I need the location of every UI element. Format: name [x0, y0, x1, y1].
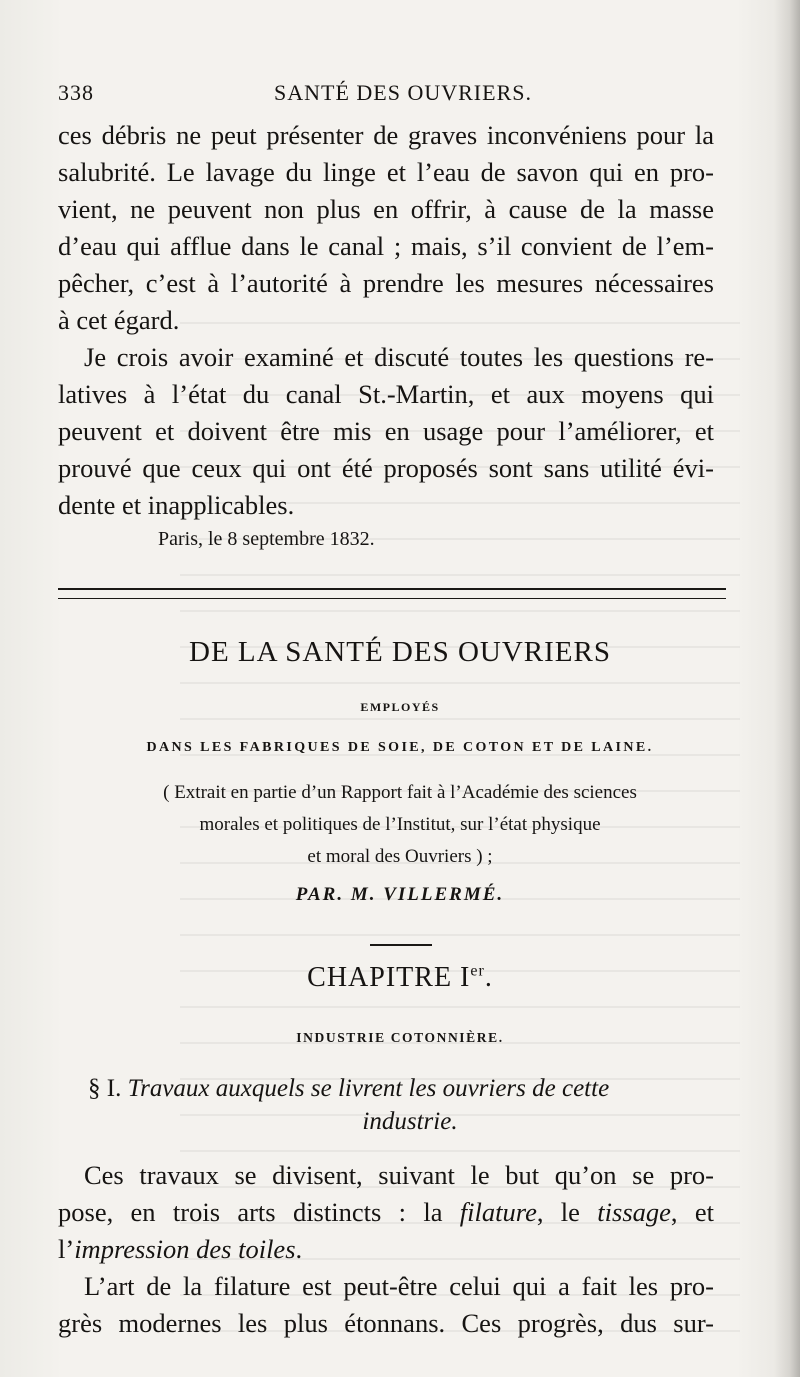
extract-line: morales et politiques de l’Institut, sur l’état physique	[199, 814, 601, 835]
text-run: .	[295, 1234, 303, 1264]
section-heading	[88, 1072, 714, 1106]
double-rule-separator	[58, 588, 726, 599]
text-line	[58, 1232, 714, 1266]
text-run: l’	[58, 1234, 75, 1264]
page-number: 338	[58, 80, 94, 105]
text-line: latives à l’état du canal St.-Martin, et aux moyens qui	[58, 379, 714, 409]
text-run: , et	[670, 1197, 714, 1227]
section-title-line1: Travaux auxquels se livrent les ouvriers de cette	[127, 1075, 610, 1102]
text-run: pose, en trois arts distincts : la	[58, 1197, 460, 1227]
extract-line: et moral des Ouvriers ) ;	[307, 846, 493, 867]
text-line: vient, ne peuvent non plus en offrir, à cause de la masse	[58, 194, 714, 224]
running-title: SANTÉ DES OUVRIERS.	[274, 80, 532, 105]
chapter-subtitle: INDUSTRIE COTONNIÈRE.	[296, 1030, 504, 1045]
article-subtitle-employes: EMPLOYÉS	[360, 700, 440, 714]
text-line: L’art de la filature est peut-être celui qui a fait les pro-	[84, 1271, 714, 1301]
text-line: grès modernes les plus étonnans. Ces progrès, dus sur-	[58, 1308, 714, 1338]
section-title-line2: industrie.	[362, 1108, 458, 1135]
section-symbol: § I.	[88, 1075, 122, 1102]
short-rule	[370, 944, 432, 946]
italic-term-tissage: tissage	[597, 1197, 671, 1227]
text-line: salubrité. Le lavage du linge et l’eau de savon qui en pro-	[58, 157, 714, 187]
italic-term-impression: impression des toiles	[74, 1234, 296, 1264]
article-title: DE LA SANTÉ DES OUVRIERS	[189, 636, 611, 668]
text-line: pêcher, c’est à l’autorité à prendre les mesures nécessaires	[58, 268, 714, 298]
text-line: dente et inapplicables.	[58, 490, 295, 520]
text-line: à cet égard.	[58, 305, 180, 335]
running-header	[58, 80, 718, 110]
article-author: PAR. M. VILLERMÉ.	[295, 884, 505, 905]
chapter-title-text: CHAPITRE I	[307, 962, 471, 993]
extract-line: ( Extrait en partie d’un Rapport fait à l’Académie des sciences	[163, 782, 637, 803]
chapter-title-end: .	[484, 962, 493, 993]
text-line: ces débris ne peut présenter de graves inconvéniens pour la	[58, 120, 714, 150]
dateline: Paris, le 8 septembre 1832.	[158, 528, 375, 550]
text-run: Ces travaux se divisent, suivant le but qu’on se pro-	[84, 1160, 714, 1190]
text-line: d’eau qui afflue dans le canal ; mais, s’il convient de l’em-	[58, 231, 714, 261]
text-line: peuvent et doivent être mis en usage pour l’améliorer, et	[58, 416, 714, 446]
page-edge-shadow	[774, 0, 800, 1377]
text-line: prouvé que ceux qui ont été proposés sont sans utilité évi-	[58, 453, 714, 483]
article-subtitle-fabriques: DANS LES FABRIQUES DE SOIE, DE COTON ET DE LAINE.	[146, 740, 654, 755]
italic-term-filature: filature	[459, 1197, 537, 1227]
chapter-title	[0, 962, 800, 994]
text-line	[58, 1195, 714, 1229]
text-line: Je crois avoir examiné et discuté toutes les questions re-	[84, 342, 714, 372]
text-run: , le	[536, 1197, 598, 1227]
chapter-title-sup: er	[470, 962, 485, 980]
text-line	[58, 1158, 714, 1192]
